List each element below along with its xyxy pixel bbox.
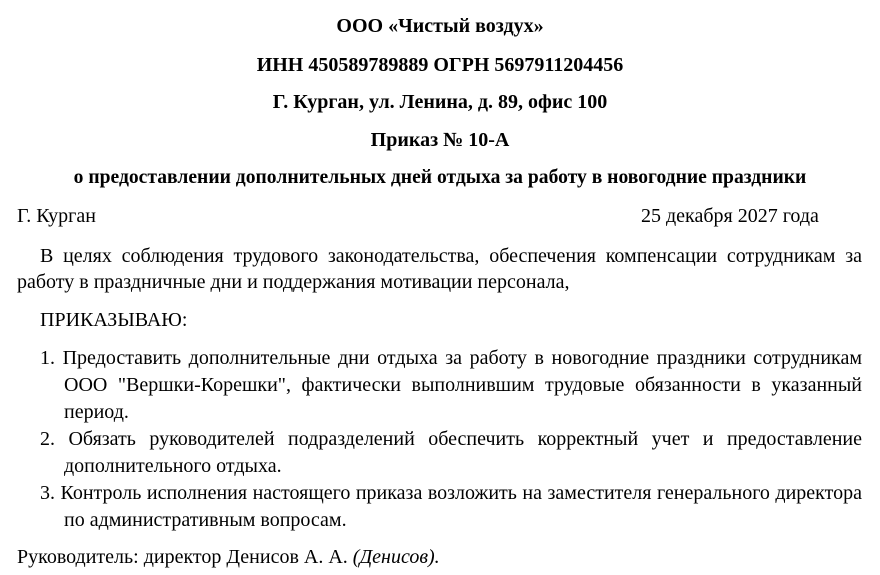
order-items-list: [40, 345, 862, 534]
order-city: Г. Курган: [17, 205, 96, 227]
signature-name: (Денисов).: [352, 546, 440, 568]
order-date: 25 декабря 2027 года: [641, 205, 819, 227]
order-subject: о предоставлении дополнительных дней отдыха за работу в новогодние праздники: [73, 167, 807, 188]
signature-label: Руководитель: директор Денисов А. А.: [17, 546, 348, 568]
order-directive-word: ПРИКАЗЫВАЮ:: [40, 309, 188, 331]
company-name: ООО «Чистый воздух»: [336, 15, 544, 37]
order-preamble: В целях соблюдения трудового законодательства, обеспечения компенсации сотрудникам за работу в праздничные дни и поддержания мотивации персонала,: [17, 245, 862, 293]
order-item: 2. Обязать руководителей подразделений обеспечить корректный учет и предоставление дополнительного отдыха.: [40, 428, 862, 477]
company-address: Г. Курган, ул. Ленина, д. 89, офис 100: [272, 91, 608, 113]
company-requisites: ИНН 450589789889 ОГРН 5697911204456: [256, 54, 624, 76]
order-item: 1. Предоставить дополнительные дни отдыха за работу в новогодние праздники сотрудникам ООО "Вершки-Корешки", фактически выполнившим трудовые обязанности в указанный период.: [40, 347, 862, 423]
signature-line: [17, 544, 440, 570]
order-number: Приказ № 10-А: [370, 129, 510, 151]
order-item: 3. Контроль исполнения настоящего приказа возложить на заместителя генерального директора по административным вопросам.: [40, 482, 862, 531]
